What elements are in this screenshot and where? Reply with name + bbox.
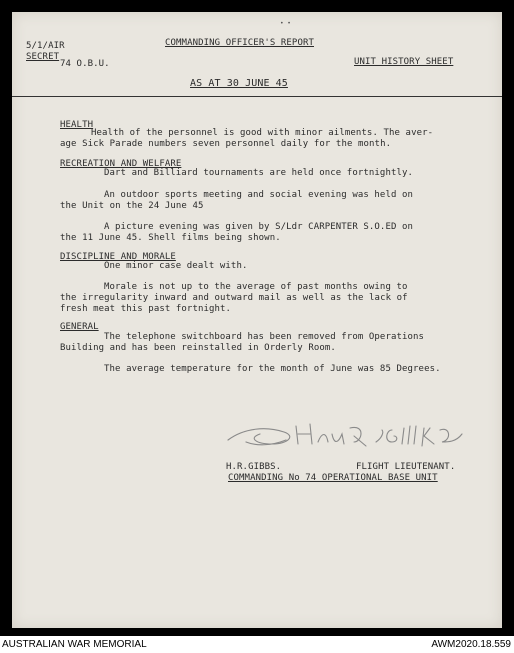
discipline-line-2: Morale is not up to the average of past months owing to xyxy=(104,282,408,292)
signatory-rank: FLIGHT LIEUTENANT. xyxy=(356,462,456,472)
section-heading-discipline: DISCIPLINE AND MORALE xyxy=(60,252,176,262)
header-divider xyxy=(12,96,502,97)
document-page xyxy=(12,12,502,628)
recreation-line-1: Dart and Billiard tournaments are held once fortnightly. xyxy=(104,168,414,178)
health-line-2: age Sick Parade numbers seven personnel daily for the month. xyxy=(60,139,392,149)
recreation-line-4: A picture evening was given by S/Ldr CARPENTER S.O.ED on xyxy=(104,222,414,232)
health-line-1: Health of the personnel is good with minor ailments. The aver- xyxy=(91,128,434,138)
unit-code: 74 O.B.U. xyxy=(60,59,110,69)
archive-source: AUSTRALIAN WAR MEMORIAL xyxy=(2,639,147,650)
recreation-line-5: the 11 June 45. Shell films being shown. xyxy=(60,233,281,243)
recreation-line-3: the Unit on the 24 June 45 xyxy=(60,201,204,211)
classification-top: 5/1/AIR xyxy=(26,41,65,51)
signatory-name: H.R.GIBBS. xyxy=(226,462,282,472)
discipline-line-3: the irregularity inward and outward mail as well as the lack of xyxy=(60,293,408,303)
recreation-line-2: An outdoor sports meeting and social evening was held on xyxy=(104,190,414,200)
general-line-3: The average temperature for the month of June was 85 Degrees. xyxy=(104,364,441,374)
general-line-1: The telephone switchboard has been removed from Operations xyxy=(104,332,425,342)
report-title: COMMANDING OFFICER'S REPORT xyxy=(165,38,314,48)
signatory-command: COMMANDING No 74 OPERATIONAL BASE UNIT xyxy=(228,473,438,483)
archive-footer xyxy=(0,636,514,653)
section-heading-general: GENERAL xyxy=(60,322,99,332)
section-heading-recreation: RECREATION AND WELFARE xyxy=(60,159,182,169)
report-date: AS AT 30 JUNE 45 xyxy=(190,78,288,89)
discipline-line-1: One minor case dealt with. xyxy=(104,261,248,271)
classification-secret: SECRET xyxy=(26,52,60,62)
sheet-title: UNIT HISTORY SHEET xyxy=(354,57,454,67)
handwritten-signature xyxy=(226,416,476,456)
general-line-2: Building and has been reinstalled in Orderly Room. xyxy=(60,343,336,353)
discipline-line-4: fresh meat this past fortnight. xyxy=(60,304,232,314)
section-heading-health: HEALTH xyxy=(60,120,94,130)
paper-marks: • • xyxy=(280,20,291,27)
archive-reference: AWM2020.18.559 xyxy=(431,639,511,650)
